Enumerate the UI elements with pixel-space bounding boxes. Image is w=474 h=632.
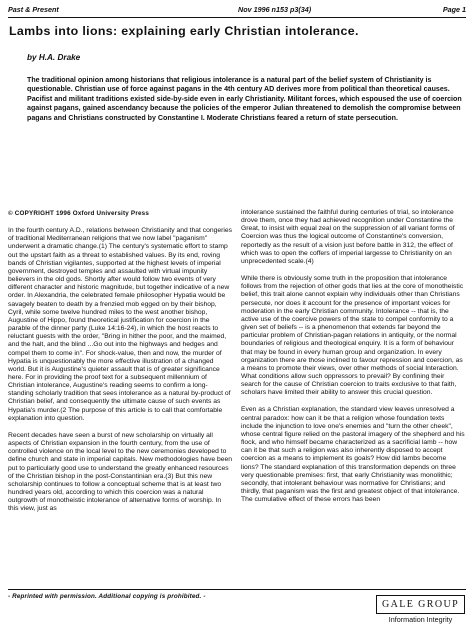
article-author: by H.A. Drake (27, 53, 81, 62)
reprint-notice: - Reprinted with permission. Additional copying is prohibited. - (8, 593, 206, 600)
publisher-logo: GALE GROUP (376, 595, 465, 614)
body-paragraph: In the fourth century A.D., relations between Christianity and that congeries of traditional Mediterranean religions that we now label "paganism" underwent a dramatic change.(1) The century's systematic effort to stamp out the upstart faith as a threat to established values. By its end, roving bands of Christian vigilantes, supported at the highest levels of imperial government, destroyed temples and assaulted with virtual impunity believers in the old gods. Shortly after would follow two events of very different character and historic magnitude, but together indicative of a new order. In Alexandria, the celebrated female philosopher Hypatia would be savagely beaten to death by a frenzied mob egged on by their bishop, Cyril, while some twelve hundred miles to the west another bishop, Augustine of Hippo, found theoretical justification for coercion in the parable of the dinner party (Luke 14:16-24), in which the host reacts to reluctant guests with the order, "Bring in hither the poor, and the maimed, and the halt, and the blind ...Go out into the highways and hedges and compel them to come in". For shock-value, then and now, the murder of Hypatia is unquestionably the more effective illustration of a changed world. But it is Augustine's quieter assault that is of greater significance here. For in providing the proof text for a subsequent millennium of Christian intolerance, Augustine's reading seems to confirm a long-standing scholarly tradition that sees intolerance as a natural by-product of Christian belief, and consequently the ultimate cause of such events as Hypatia's murder.(2 The purpose of this article is to call that comfortable explanation into question. (8, 227, 232, 422)
right-column (241, 209, 465, 513)
header-rule (8, 17, 466, 18)
left-column (8, 210, 232, 522)
page-number: Page 1 (442, 5, 466, 14)
body-paragraph: Recent decades have seen a burst of new scholarship on virtually all aspects of Christian expansion in the fourth century, from the use of controlled violence on the local level to the new ceremonies developed to define church and state in imperial capitals. New methodologies have been put to particularly good use to understand the greatly enhanced resources of the Christian bishop in the post-Constantinian era.(3) But this new scholarship continues to follow a conceptual scheme that is at least two hundred years old, according to which this coercion was a natural outgrowth of monotheistic intolerance of alternative forms of worship. In this view, just as (8, 431, 233, 513)
article-title: Lambs into lions: explaining early Christian intolerance. (9, 24, 359, 38)
article-abstract: The traditional opinion among historians that religious intolerance is a natural part of the belief system of Christianity is questionable. Christian use of force against pagans in the 4th century AD derives more from political than theoretical causes. Pacifist and militant traditions existed side-by-side even in early Christianity. Militant forces, which espoused the use of coercion against pagans, gained ascendancy because the policies of the emperor Julian threatened to demolish the compromise between pagans and Christians constructed by Constantine I. Moderate Christians feared a return of state persecution. (27, 76, 462, 122)
body-paragraph: While there is obviously some truth in the proposition that intolerance follows from the rejection of other gods that lies at the core of monotheistic belief, this trait alone cannot explain why individuals other than Christians persecute, nor does it account for the presence of important voices for moderation in the early Christian community. Intolerance -- that is, the active use of the coercive powers of the state to compel conformity to a given set of beliefs -- is a phenomenon that extends far beyond the particular problem of Christian-pagan relations in antiquity, or the normal boundaries of religious and theological enquiry. It is a form of behaviour that may be found in every human group and organization. In every organization there are those inclined to favour repression and coercion, as a means to promote their views, over other methods of social Interaction. What conditions allow such oppressors to prevail? By confining their search for the cause of Christian coercion to traits exclusive to that faith, scholars have limited their ability to answer this crucial question. (241, 275, 464, 397)
body-paragraph: intolerance sustained the faithful during centuries of trial, so intolerance drove them, once they had achieved recognition under Constantine the Great, to insist with equal zeal on the suppression of all variant forms of Coercion was thus the logical outcome of Constantine's conversion, reportedly as the result of a vision just before battle in 312, the effect of which was to open the coffers of imperial largesse to Christianity on an unprecedented scale.(4) (241, 209, 455, 265)
issue-info: Nov 1996 n153 p3(34) (238, 5, 312, 14)
body-paragraph: Even as a Christian explanation, the standard view leaves unresolved a central paradox: how can it be that a religion whose foundation texts include the injunction to love one's enemies and "turn the other cheek", whose central figure relied on the pastoral imagery of the shepherd and his flock, and who himself became characterized as a sacrificial lamb -- how can it be that such a religion was also inherently disposed to accept coercion as a means to implement its goals? How did lambs become lions? The standard explanation of this transformation depends on three very questionable premises: first, that early Christianity was monolithic; secondly, that intolerant behaviour was normative for Christians; and thirdly, that paganism was the first and greatest object of that intolerance. The cumulative effect of these errors has been (241, 406, 465, 504)
page-header (8, 3, 466, 15)
publication-name: Past & Present (8, 5, 59, 14)
publisher-tagline: Information Integrity (388, 615, 453, 624)
copyright-notice: © COPYRIGHT 1996 Oxford University Press (8, 210, 150, 217)
footer-rule (8, 589, 466, 590)
